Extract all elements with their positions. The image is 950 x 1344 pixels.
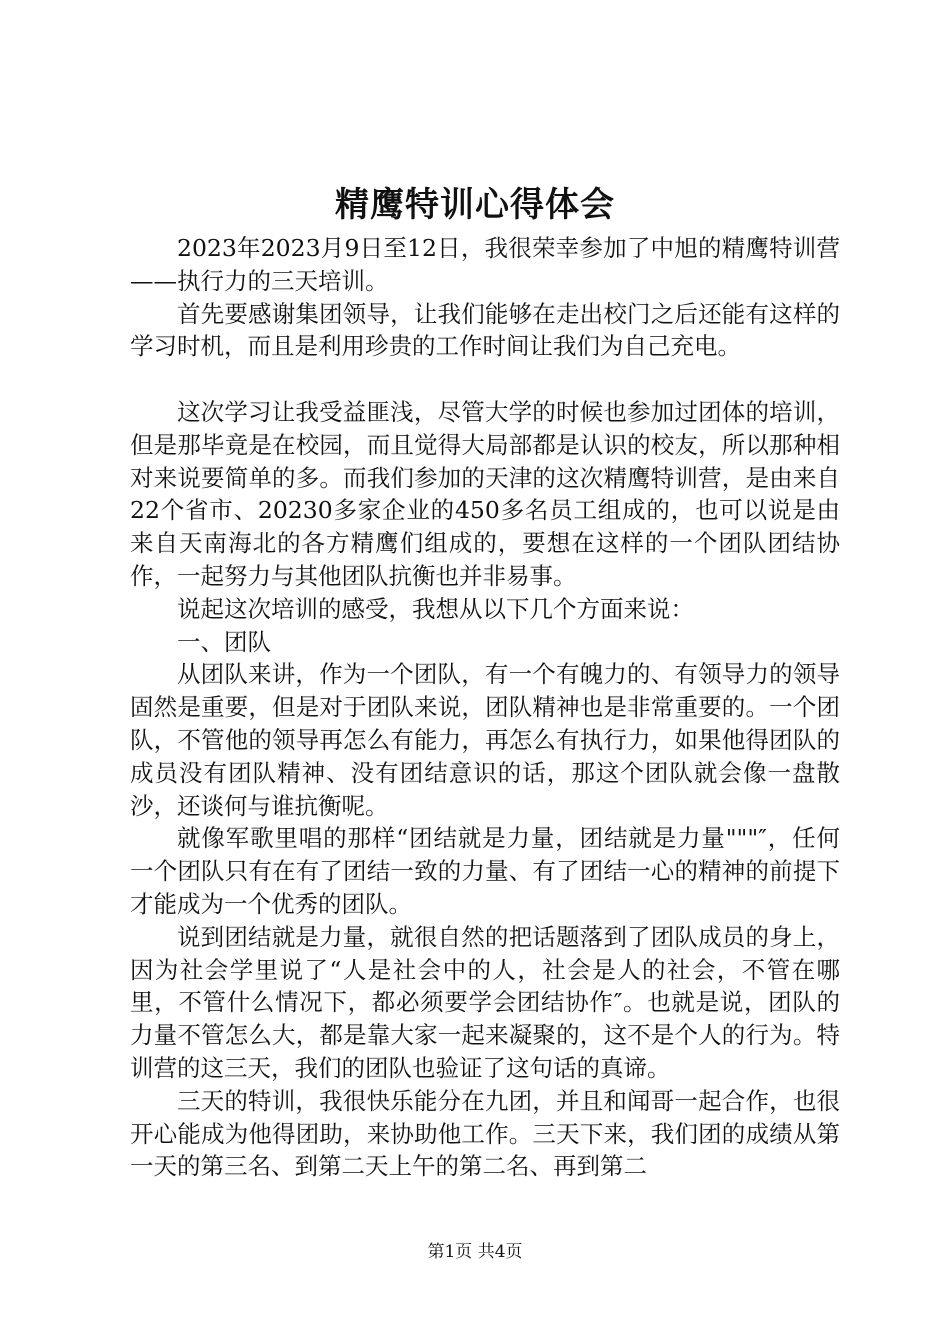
- page-number-footer: 第1页 共4页: [427, 1242, 523, 1262]
- paragraph-1: 2023年2023月9日至12日，我很荣幸参加了中旭的精鹰特训营——执行力的三天培训。: [130, 234, 840, 295]
- paragraph-2: 首先要感谢集团领导，让我们能够在走出校门之后还能有这样的学习时机，而且是利用珍贵的工作时间让我们为自己充电。: [130, 299, 840, 361]
- paragraph-7: 就像军歌里唱的那样“团结就是力量，团结就是力量"""″，任何一个团队只有在有了团结一致的力量、有了团结一心的精神的前提下才能成为一个优秀的团队。: [130, 824, 840, 918]
- paragraph-8: 说到团结就是力量，就很自然的把话题落到了团队成员的身上，因为社会学里说了“人是社会中的人，社会是人的社会，不管在哪里，不管什么情况下，都必须要学会团结协作″。也就是说，团队的力量不管怎么大，都是靠大家一起来凝聚的，这不是个人的行为。特训营的这三天，我们的团队也验证了这句话的真谛。: [130, 922, 840, 1082]
- section-heading-team: 一、团队: [177, 627, 271, 656]
- paragraph-6: 从团队来讲，作为一个团队，有一个有魄力的、有领导力的领导固然是重要，但是对于团队来说，团队精神也是非常重要的。一个团队，不管他的领导再怎么有能力，再怎么有执行力，如果他得团队的成员没有团队精神、没有团结意识的话，那这个团队就会像一盘散沙，还谈何与谁抗衡呢。: [130, 660, 840, 820]
- paragraph-3: 这次学习让我受益匪浅，尽管大学的时候也参加过团体的培训，但是那毕竟是在校园，而且觉得大局部都是认识的校友，所以那种相对来说要简单的多。而我们参加的天津的这次精鹰特训营，是由来自22个省市、20230多家企业的450多名员工组成的，也可以说是由来自天南海北的各方精鹰们组成的，要想在这样的一个团队团结协作，一起努力与其他团队抗衡也并非易事。: [130, 397, 840, 590]
- paragraph-9: 三天的特训，我很快乐能分在九团，并且和闻哥一起合作，也很开心能成为他得团助，来协助他工作。三天下来，我们团的成绩从第一天的第三名、到第二天上午的第二名、再到第二: [130, 1086, 840, 1181]
- paragraph-4: 说起这次培训的感受，我想从以下几个方面来说：: [177, 594, 694, 623]
- document-title: 精鹰特训心得体会: [335, 185, 615, 225]
- document-body: [130, 232, 840, 1183]
